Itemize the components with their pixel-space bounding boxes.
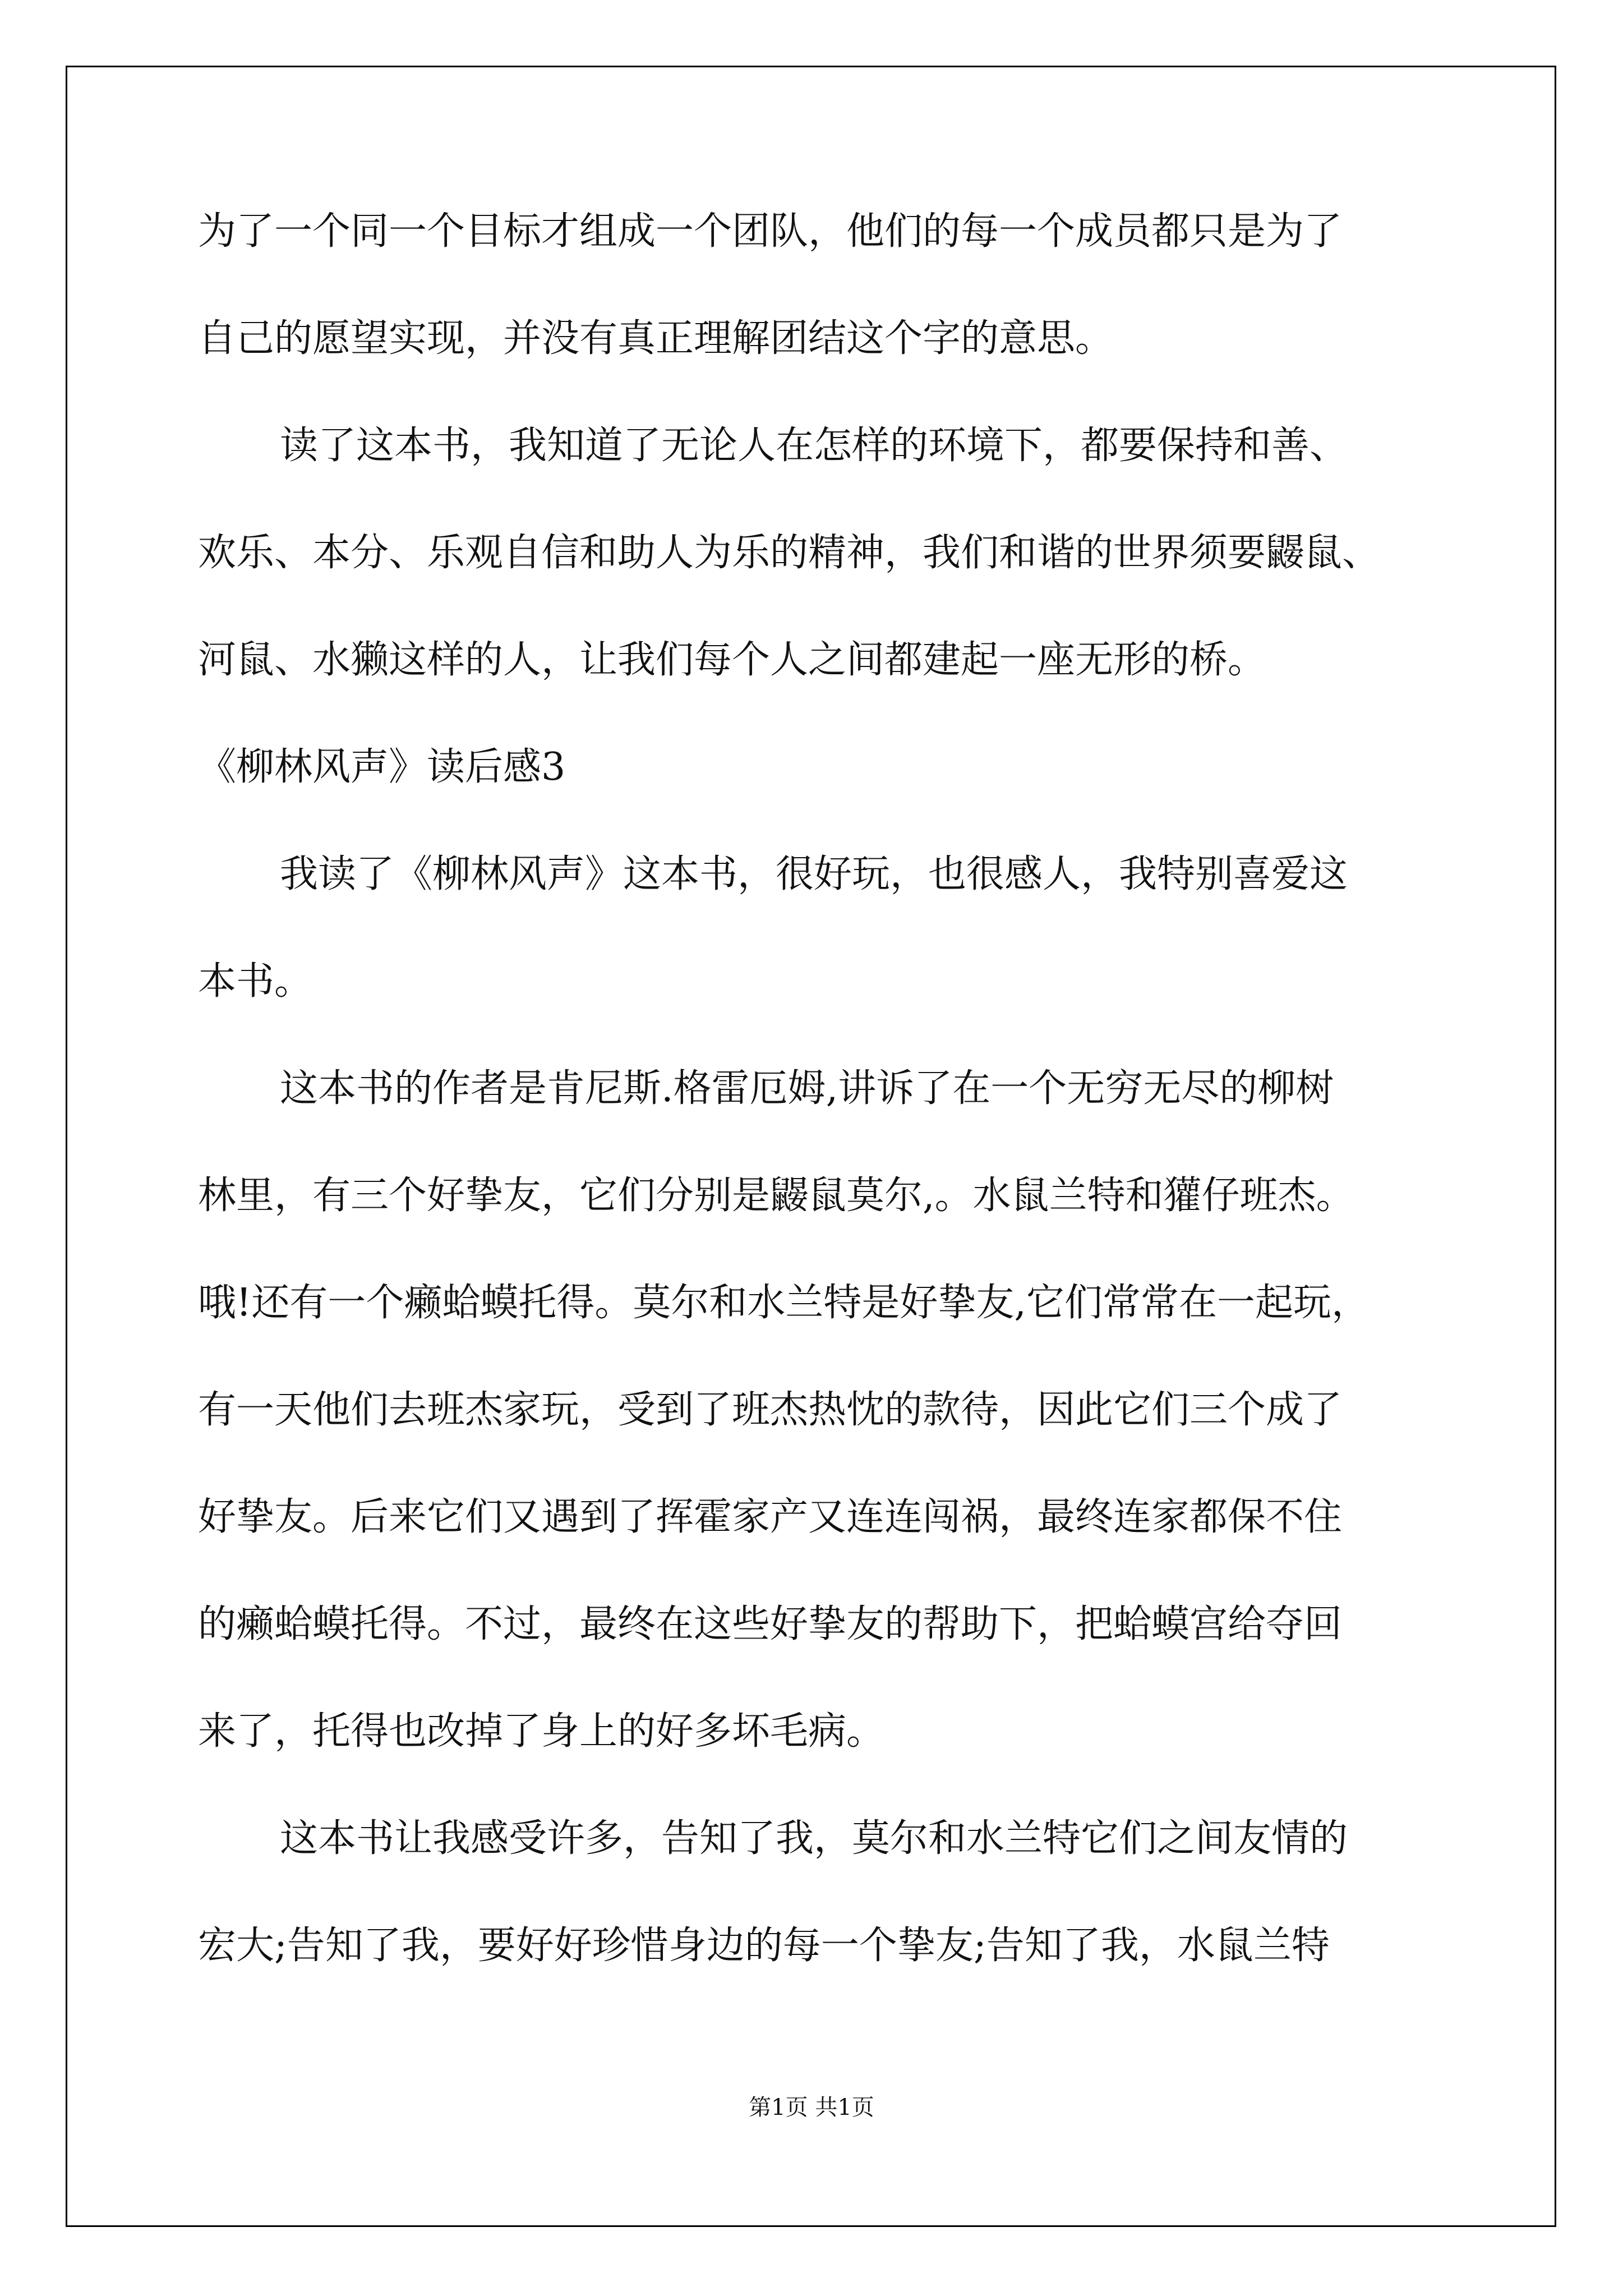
text-line: 我读了《柳林风声》这本书，很好玩，也很感人，我特别喜爱这 [280,852,1348,896]
text-line: 林里，有三个好挚友，它们分别是鼹鼠莫尔,。水鼠兰特和獾仔班杰。 [198,1174,1354,1218]
text-line: 哦!还有一个癞蛤蟆托得。莫尔和水兰特是好挚友,它们常常在一起玩， [198,1281,1370,1325]
text-line: 来了，托得也改掉了身上的好多坏毛病。 [198,1709,885,1754]
text-line: 这本书的作者是肯尼斯.格雷厄姆,讲诉了在一个无穷无尽的柳树 [280,1066,1334,1111]
page-footer: 第1页 共1页 [749,2095,874,2120]
text-line: 本书。 [198,959,313,1004]
text-line: 的癞蛤蟆托得。不过，最终在这些好挚友的帮助下，把蛤蟆宫给夺回 [198,1602,1343,1646]
text-line: 河鼠、水獭这样的人，让我们每个人之间都建起一座无形的桥。 [198,638,1266,682]
text-line: 有一天他们去班杰家玩，受到了班杰热忱的款待，因此它们三个成了 [198,1388,1343,1432]
text-line: 宏大;告知了我，要好好珍惜身边的每一个挚友;告知了我，水鼠兰特 [198,1924,1330,1968]
section-heading: 《柳林风声》读后感3 [198,745,566,789]
text-line: 为了一个同一个目标才组成一个团队，他们的每一个成员都只是为了 [198,209,1343,254]
text-line: 欢乐、本分、乐观自信和助人为乐的精神，我们和谐的世界须要鼹鼠、 [198,531,1381,575]
document-body [198,206,1432,2028]
text-line: 这本书让我感受许多，告知了我，莫尔和水兰特它们之间友情的 [280,1816,1348,1861]
text-line: 读了这本书，我知道了无论人在怎样的环境下，都要保持和善、 [280,424,1348,468]
text-line: 自己的愿望实现，并没有真正理解团结这个字的意思。 [198,316,1114,361]
text-line: 好挚友。后来它们又遇到了挥霍家产又连连闯祸，最终连家都保不住 [198,1495,1343,1539]
